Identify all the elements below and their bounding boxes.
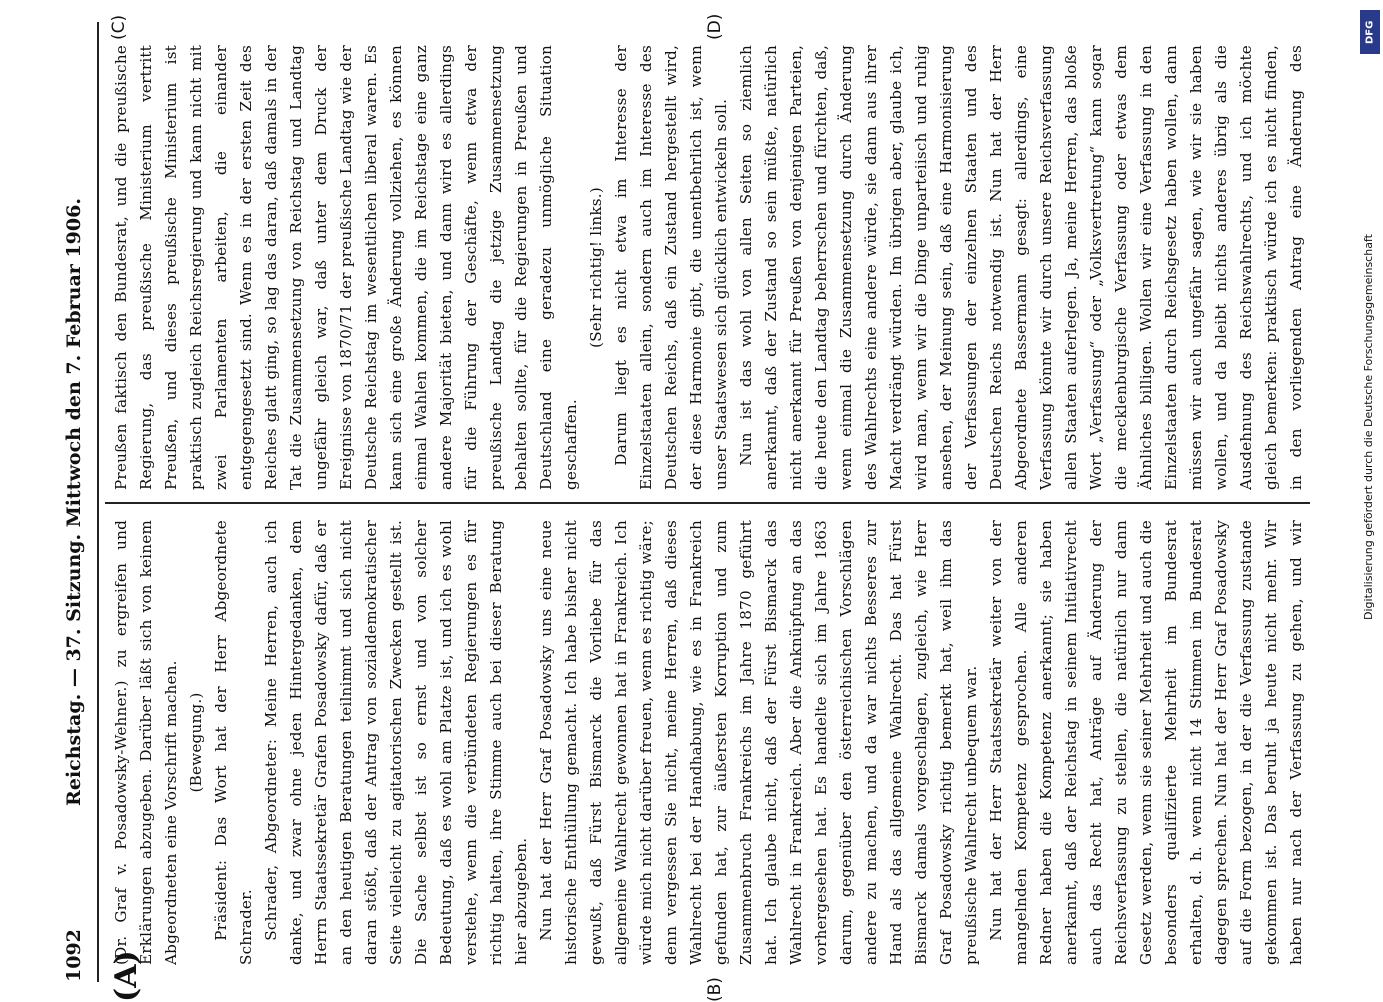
paragraph: Nun hat der Herr Staatssekretär weiter von der mangelnden Kompetenz gesprochen. Alle anderen Redner haben die Kompetenz anerkannt; sie haben anerkannt, daß der Reichstag in seinem Initiativrecht auch das Recht hat, Anträge auf Änderung der Reichsverfassung zu stellen, die natürlich nur dann Gesetz werden, wenn sie seiner Mehrheit und auch die besonders qualifizierte Mehrheit im Bundesrat erhalten, d. h. wenn nicht 14 Stimmen im Bundesrat dagegen sprechen. Nun hat der Herr Graf Posadowsky auf die Form bezogen, in der die Verfassung zustande gekommen ist. Das beruht ja heute nicht mehr. Wir haben nur nach der Verfassung zu gehen, und wir: [987, 520, 1305, 965]
paragraph: Darum liegt es nicht etwa im Interesse der Einzelstaaten allein, sondern auch im Interesse des Deutschen Reichs, daß ein Zustand hergestellt wird, der diese Harmonie gibt, die unentbehrlich ist, wenn unser Staatswesen sich glücklich entwickeln soll.: [612, 45, 730, 490]
paragraph: (Sehr richtig! links.): [587, 187, 605, 348]
digitization-sidebar: [1360, 10, 1382, 990]
margin-mark-a: (A): [109, 950, 144, 1002]
margin-mark-d: (D): [705, 13, 725, 40]
dfg-logo: DFG: [1360, 10, 1380, 54]
paragraph: Preußen faktisch den Bundesrat, und die preußische Regierung, das preußische Ministerium vertritt Preußen, und dieses preußische Ministerium ist praktisch zugleich Reichsregierung und kann nicht mit zwei Parlamenten arbeiten, die einander entgegengesetzt sind. Wenn es in der ersten Zeit des Reiches glatt ging, so lag das daran, daß damals in der Tat die Zusammensetzung von Reichstag und Landtag ungefähr gleich war, daß unter dem Druck der Ereignisse von 1870/71 der preußische Landtag wie der Deutsche Reichstag im wesentlichen liberal waren. Es kann sich eine große Änderung vollziehen, es können einmal Wahlen kommen, die im Reichstage eine ganz andere Majorität bieten, und dann wird es allerdings für die Führung der Geschäfte, wenn etwa der preußische Landtag die jetzige Zusammensetzung behalten sollte, für die Regierungen in Preußen und Deutschland eine geradezu unmögliche Situation geschaffen.: [112, 45, 580, 490]
digitization-credit: Digitalisierung gefördert durch die Deutsche Forschungsgemeinschaft: [1362, 234, 1375, 620]
right-column: [109, 45, 1309, 490]
page-title: Reichstag. — 37. Sitzung. Mittwoch den 7. Februar 1906.: [63, 198, 85, 806]
paragraph: Nun hat der Herr Graf Posadowsky uns eine neue historische Enthüllung gemacht. Ich habe bisher nicht gewußt, daß Fürst Bismarck die Vorliebe für das allgemeine Wahlrecht gewonnen hat in Frankreich. Ich würde mich nicht darüber freuen, wenn es richtig wäre; denn vergessen Sie nicht, meine Herren, daß dieses Wahlrecht bei der Handhabung, wie es in Frankreich gefunden hat, zur äußersten Korruption und zum Zusammenbruch Frankreichs im Jahre 1870 geführt hat. Ich glaube nicht, daß der Fürst Bismarck das Wahlrecht in Frankreich. Aber die Anknüpfung an das vorhergesehen hat. Es handelte sich im Jahre 1863 darum, gegenüber den österreichischen Vorschlägen andere zu machen, und da war nichts Besseres zur Hand als das allgemeine Wahlrecht. Das hat Fürst Bismarck damals vorgeschlagen, zugleich, wie Herr Graf Posadowsky richtig bemerkt hat, weil ihm das preußische Wahlrecht unbequem war.: [537, 520, 980, 965]
column-rule: [105, 502, 1310, 504]
page-header: [57, 22, 99, 982]
page-number: 1092: [63, 929, 85, 982]
paragraph: (Dr. Graf v. Posadowsky-Wehner.) zu ergreifen und Erklärungen abzugeben. Darüber läßt sich von keinem Abgeordneten eine Vorschrift machen.: [112, 520, 180, 965]
paragraph: Nun ist das wohl von allen Seiten so ziemlich anerkannt, daß der Zustand so sein müßte, natürlich nicht anerkannt für Preußen von denjenigen Parteien, die heute den Landtag beherrschen und fürchten, daß, wenn einmal die Zusammensetzung durch Änderung des Wahlrechts eine andere würde, sie dann aus ihrer Macht verdrängt würden. Im übrigen aber, glaube ich, wird man, wenn wir die Dinge unparteiisch und ruhig ansehen, der Meinung sein, daß eine Harmonisierung der Verfassungen der einzelnen Staaten und des Deutschen Reichs notwendig ist. Nun hat der Herr Abgeordnete Bassermann gesagt: allerdings, eine Verfassung könnte wir durch unsere Reichsverfassung allen Staaten auferlegen. Ja, meine Herren, das bloße Wort „Verfassung“ oder „Volksvertretung“ kann sogar die mecklenburgische Verfassung oder etwas dem Ähnliches billigen. Wollen wir eine Verfassung in den Einzelstaaten durch Reichsgesetz haben wollen, dann müssen wir auch ungefähr sagen, wie wir sie haben wollen, und da bleibt nichts anderes übrig als die Ausdehnung des Reichswahlrechts, und ich möchte gleich bemerken: praktisch würde ich es nicht finden, in den vorliegenden Antrag eine Änderung des: [737, 45, 1305, 490]
paragraph: Schrader, Abgeordneter: Meine Herren, auch ich danke, und zwar ohne jeden Hintergedanken, dem Herrn Staatssekretär Grafen Posadowsky dafür, daß er an den heutigen Beratungen teilnimmt und sich nicht daran stößt, daß der Antrag von sozialdemokratischer Seite vielleicht zu agitatorischen Zwecken gestellt ist. Die Sache selbst ist so ernst und von solcher Bedeutung, daß es wohl am Platze ist, und ich es wohl verstehe, wenn die verbündeten Regierungen es für richtig halten, ihre Stimme auch bei dieser Beratung hier abzugeben.: [262, 520, 530, 965]
paragraph: Präsident: Das Wort hat der Herr Abgeordnete Schrader.: [212, 520, 255, 965]
margin-mark-c: (C): [109, 14, 129, 40]
paragraph: (Bewegung.): [187, 692, 205, 793]
rotated-page: [45, 0, 1345, 1000]
left-column: [109, 520, 1309, 965]
margin-mark-b: (B): [705, 977, 725, 1002]
